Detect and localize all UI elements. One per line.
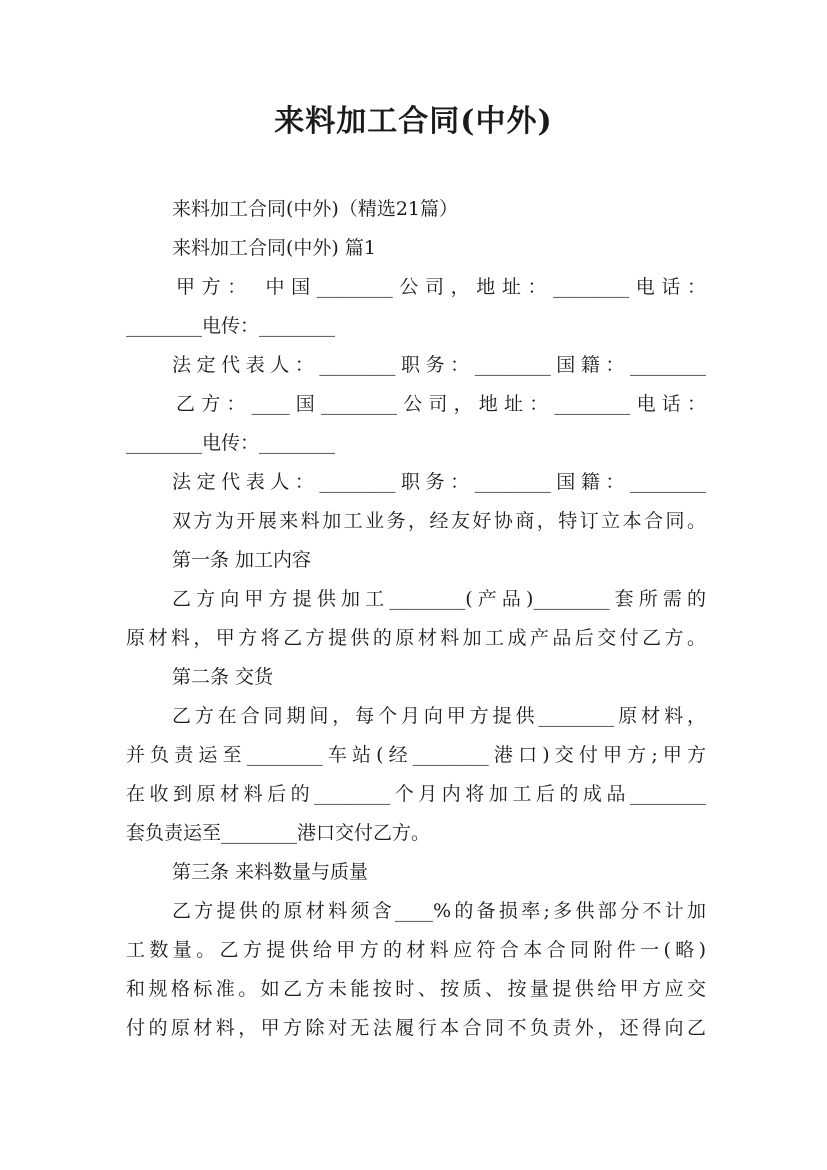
clause-2-heading: 第二条 交货 (172, 666, 274, 688)
document-body (126, 190, 706, 1048)
clause-1-text: 乙方向甲方提供加工________(产品)________套所需的 (172, 588, 706, 610)
clause-2-text: 并负责运至________车站(经________港口)交付甲方;甲方 (126, 744, 706, 766)
party-b-fax-line: ________电传：________ (126, 432, 336, 454)
clause-2-text: 套负责运至________港口交付乙方。 (126, 822, 431, 844)
party-a-line: 甲方： 中国________公司，地址：________电话： (176, 276, 706, 298)
section-heading-article-1: 来料加工合同(中外) 篇1 (172, 237, 376, 259)
clause-3-text: 工数量。乙方提供给甲方的材料应符合本合同附件一(略) (126, 939, 706, 961)
clause-3-text: 和规格标准。如乙方未能按时、按质、按量提供给甲方应交 (126, 978, 706, 1000)
clause-3-heading: 第三条 来料数量与质量 (172, 861, 369, 883)
preamble-paragraph: 双方为开展来料加工业务，经友好协商，特订立本合同。 (172, 510, 706, 532)
party-b-line: 乙方：____国________公司，地址：________电话： (176, 393, 706, 415)
clause-1-text: 原材料，甲方将乙方提供的原材料加工成产品后交付乙方。 (126, 627, 706, 649)
clause-1-heading: 第一条 加工内容 (172, 549, 312, 571)
party-a-representative-line: 法定代表人：________职务：________国籍：________ (172, 354, 706, 376)
clause-2-text: 乙方在合同期间，每个月向甲方提供________原材料， (172, 705, 706, 727)
document-title: 来料加工合同(中外) (274, 104, 553, 139)
subtitle-line: 来料加工合同(中外)（精选21篇） (172, 198, 459, 220)
clause-2-text: 在收到原材料后的________个月内将加工后的成品________ (126, 783, 706, 805)
party-a-fax-line: ________电传：________ (126, 315, 336, 337)
clause-3-text: 乙方提供的原材料须含____%的备损率;多供部分不计加 (172, 900, 706, 922)
clause-3-text: 付的原材料，甲方除对无法履行本合同不负责外，还得向乙 (126, 1017, 706, 1039)
party-b-representative-line: 法定代表人：________职务：________国籍：________ (172, 471, 706, 493)
